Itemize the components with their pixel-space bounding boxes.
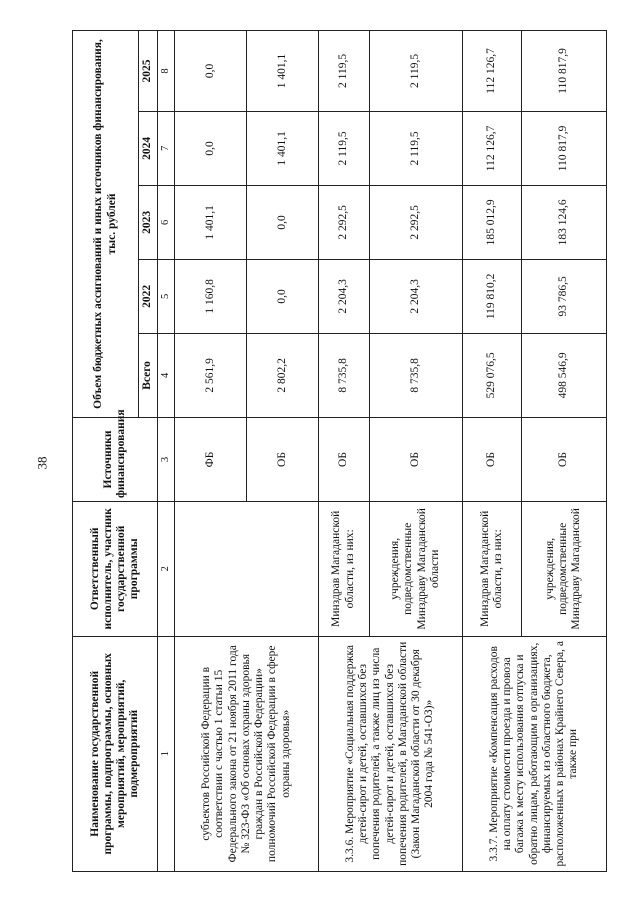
value-2024-cell: 2 119,5 (318, 111, 369, 185)
value-total-cell: 2 802,2 (246, 333, 318, 417)
page-number: 38 (34, 456, 50, 470)
source-cell: ОБ (246, 417, 318, 501)
value-2024-cell: 1 401,1 (246, 111, 318, 185)
column-number-row (158, 31, 175, 872)
executor-cell: учреждения, подведомственные Минздраву Магаданской (522, 502, 606, 637)
value-total-cell: 8 735,8 (318, 333, 369, 417)
column-number: 2 (158, 502, 175, 637)
column-number: 5 (158, 259, 175, 333)
value-2024-cell: 110 817,9 (522, 111, 606, 185)
executor-cell: учреждения, подведомственные Минздраву Магаданской области (369, 502, 462, 637)
value-2024-cell: 112 126,7 (462, 111, 521, 185)
source-cell: ОБ (369, 417, 462, 501)
column-number: 8 (158, 31, 175, 112)
source-cell: ОБ (462, 417, 521, 501)
value-2022-cell: 0,0 (246, 259, 318, 333)
value-total-cell: 8 735,8 (369, 333, 462, 417)
value-2022-cell: 2 204,3 (369, 259, 462, 333)
executor-cell (175, 502, 319, 637)
header-year: 2023 (139, 185, 158, 259)
header-year: 2025 (139, 31, 158, 112)
header-name: Наименование государственной программы, подпрограммы, основных мероприятий, мероприятий, подмероприятий (73, 636, 158, 871)
value-2023-cell: 183 124,6 (522, 185, 606, 259)
header-volume: Объем бюджетных ассигнований и иных источников финансирования, тыс. рублей (73, 31, 139, 418)
table-row (175, 31, 247, 872)
column-number: 6 (158, 185, 175, 259)
value-total-cell: 498 546,9 (522, 333, 606, 417)
value-2023-cell: 2 292,5 (369, 185, 462, 259)
value-2023-cell: 185 012,9 (462, 185, 521, 259)
executor-cell: Минздрав Магаданской области, из них: (462, 502, 521, 637)
header-year: 2024 (139, 111, 158, 185)
value-2025-cell: 1 401,1 (246, 31, 318, 112)
header-row (73, 31, 139, 872)
value-2022-cell: 1 160,8 (175, 259, 247, 333)
column-number: 4 (158, 333, 175, 417)
source-cell: ОБ (318, 417, 369, 501)
value-2025-cell: 2 119,5 (369, 31, 462, 112)
value-2023-cell: 0,0 (246, 185, 318, 259)
table-row (462, 31, 521, 872)
value-2024-cell: 0,0 (175, 111, 247, 185)
value-total-cell: 2 561,9 (175, 333, 247, 417)
executor-cell: Минздрав Магаданской области, из них: (318, 502, 369, 637)
value-2025-cell: 2 119,5 (318, 31, 369, 112)
header-total: Всего (139, 333, 158, 417)
table-row (318, 31, 369, 872)
activity-name-cell: 3.3.6. Мероприятие «Социальная поддержка детей-сирот и детей, оставшихся без попечения родителей, а также лиц из числа детей-сирот и детей, оставшихся без попечения родителей, в Магаданской области (Закон Магаданской области от 30 декабря 2004 года № 541-ОЗ)» (318, 636, 462, 871)
value-2022-cell: 2 204,3 (318, 259, 369, 333)
value-2025-cell: 110 817,9 (522, 31, 606, 112)
column-number: 7 (158, 111, 175, 185)
activity-name-cell: 3.3.7. Мероприятие «Компенсация расходов на оплату стоимости проезда и провоза багажа к месту использования отпуска и обратно лицам, работающим в организациях, финансируемых из областного бюджета, расположенных в районах Крайнего Севера, а также при (462, 636, 606, 871)
value-2023-cell: 1 401,1 (175, 185, 247, 259)
value-2025-cell: 112 126,7 (462, 31, 521, 112)
column-number: 1 (158, 636, 175, 871)
financing-table (72, 30, 607, 872)
header-executor: Ответственный исполнитель, участник государственной программы (73, 502, 158, 637)
activity-name-cell: субъектов Российской Федерации в соответствии с частью 1 статьи 15 Федерального закона от 21 ноября 2011 года № 323-ФЗ «Об основах охраны здоровья граждан в Российской Федерации» полномочий Российской Федерации в сфере охраны здоровья» (175, 636, 319, 871)
value-2022-cell: 119 810,2 (462, 259, 521, 333)
value-total-cell: 529 076,5 (462, 333, 521, 417)
rotated-table-wrapper (72, 30, 583, 872)
value-2022-cell: 93 786,5 (522, 259, 606, 333)
value-2025-cell: 0,0 (175, 31, 247, 112)
header-source: Источники финансирования (73, 417, 158, 501)
source-cell: ОБ (522, 417, 606, 501)
value-2024-cell: 2 119,5 (369, 111, 462, 185)
value-2023-cell: 2 292,5 (318, 185, 369, 259)
header-year: 2022 (139, 259, 158, 333)
source-cell: ФБ (175, 417, 247, 501)
column-number: 3 (158, 417, 175, 501)
